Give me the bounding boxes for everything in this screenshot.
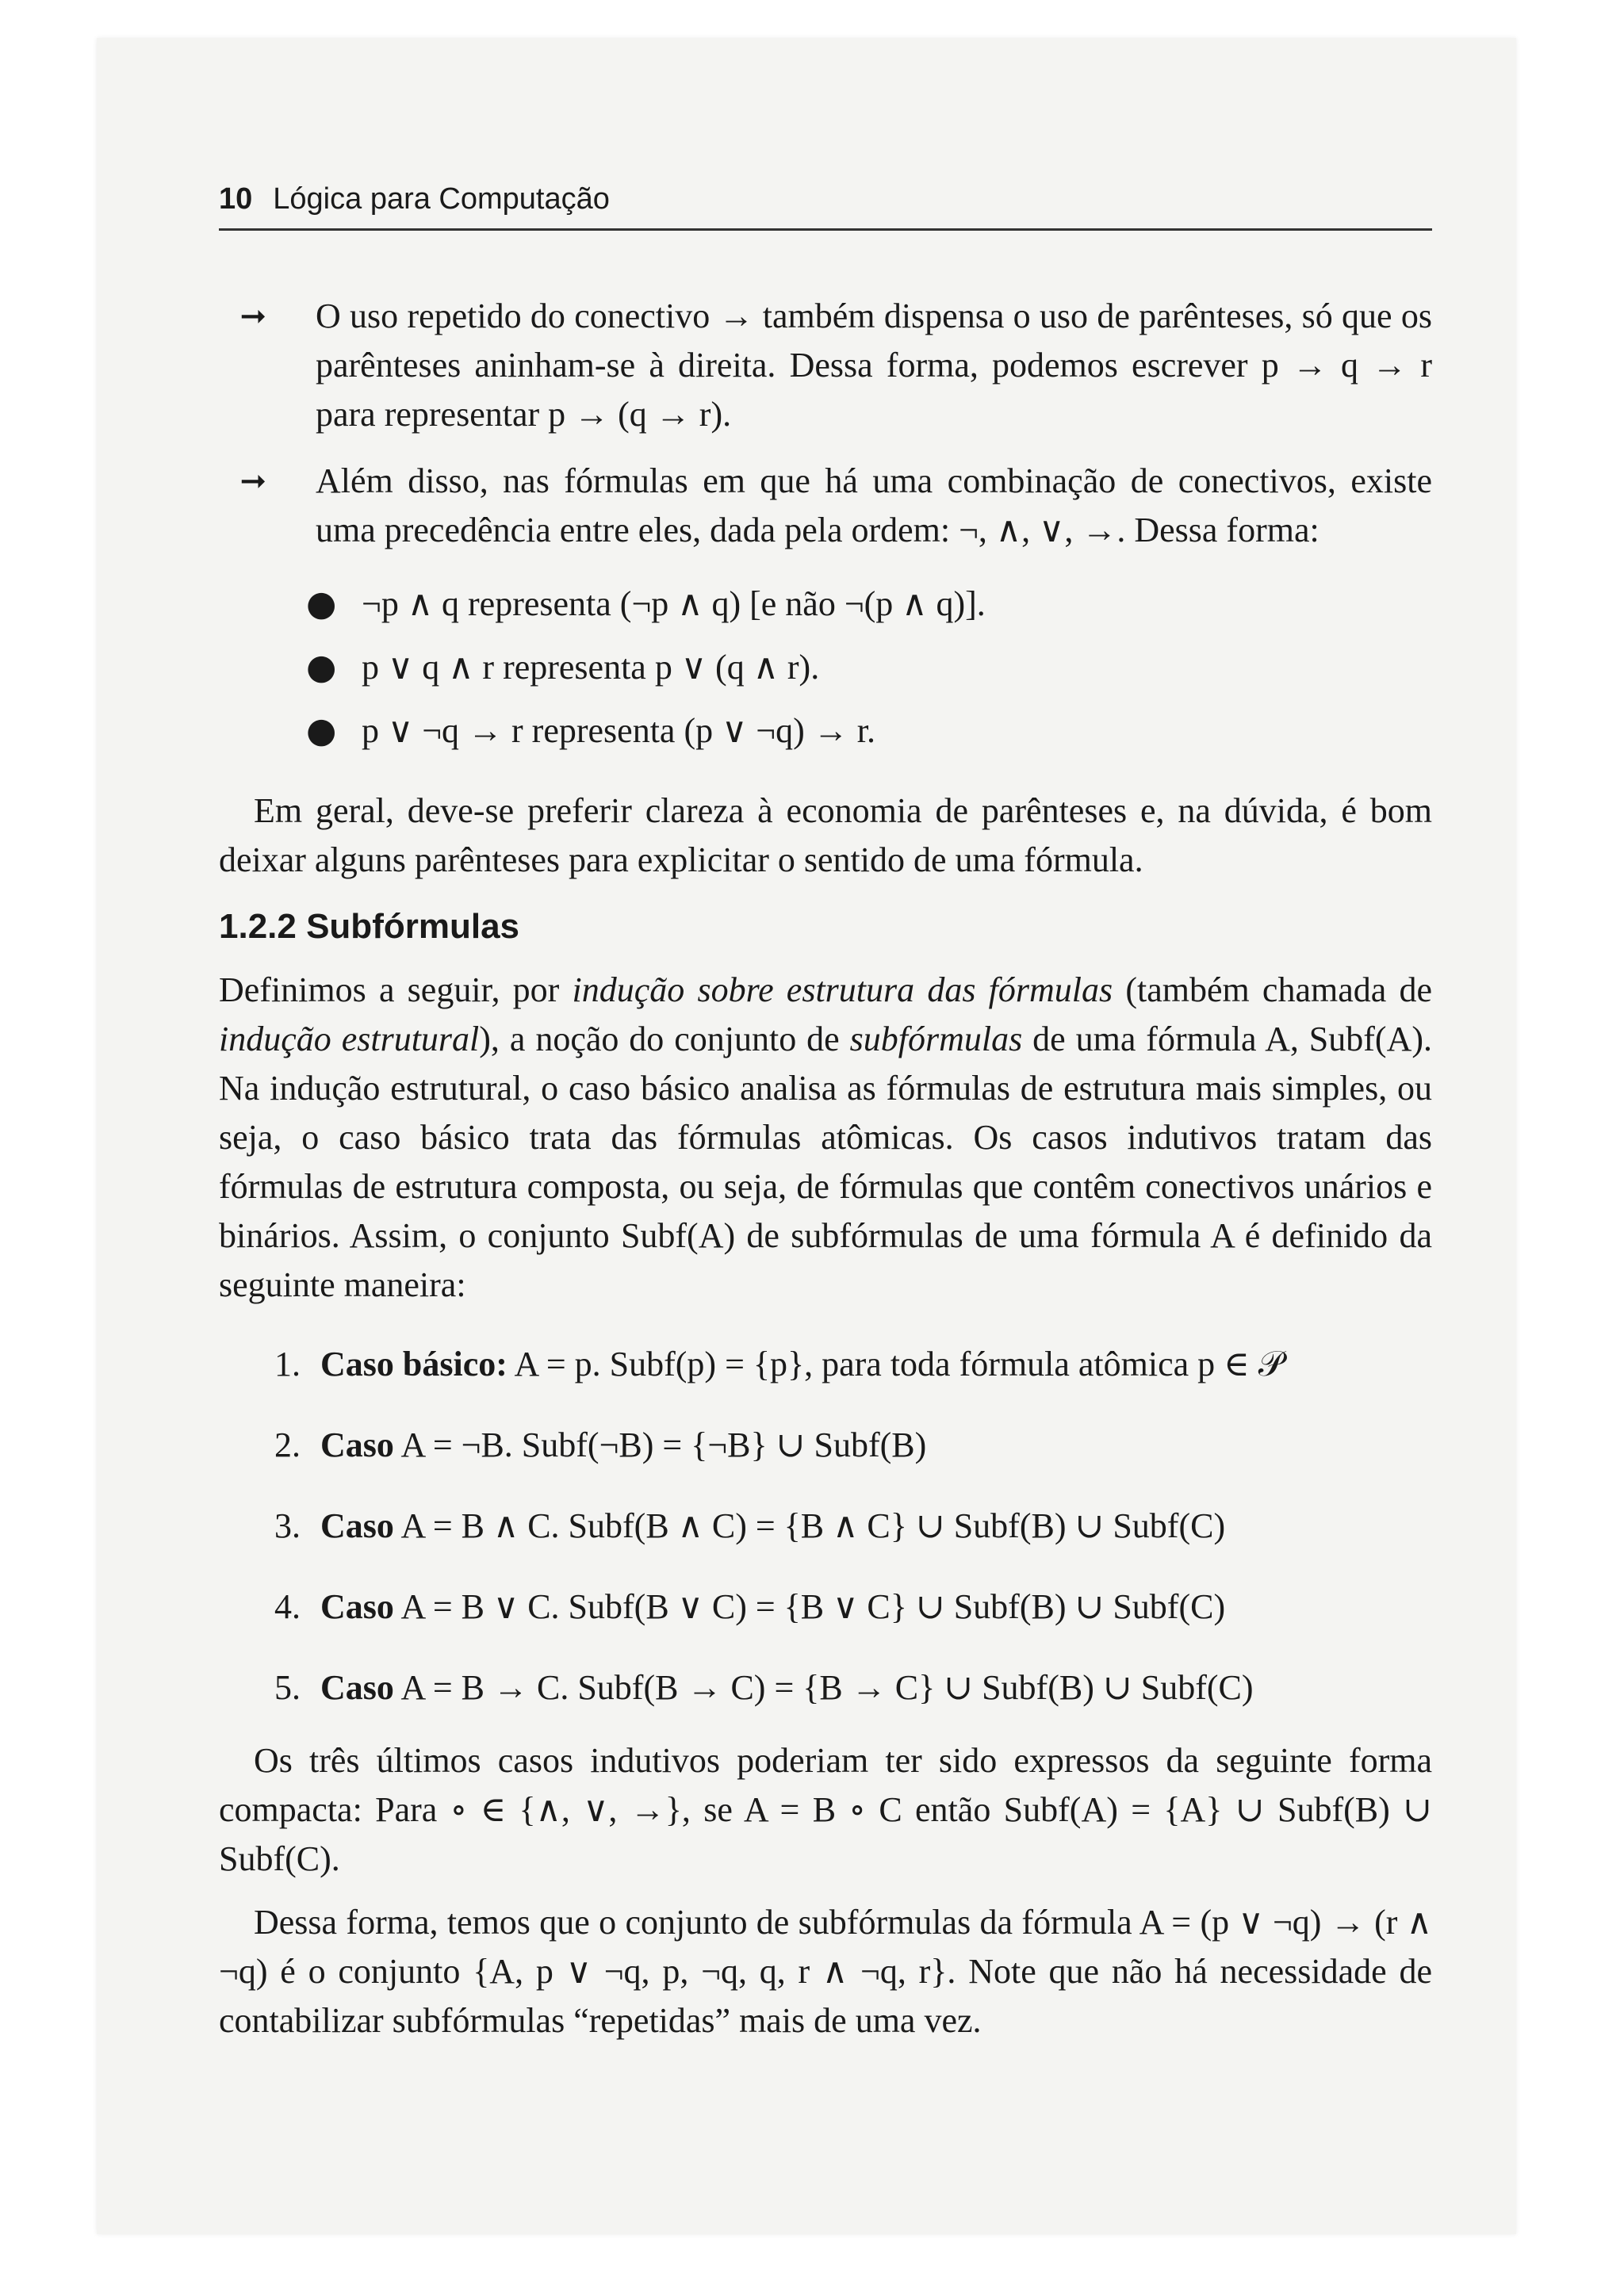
- definition-term: indução sobre estrutura das fórmulas: [572, 970, 1113, 1009]
- case-number: 4.: [274, 1587, 301, 1626]
- case-text: A = B ∨ C. Subf(B ∨ C) = {B ∨ C} ∪ Subf(B) ∪ Subf(C): [393, 1587, 1226, 1626]
- paragraph-compact: Os três últimos casos indutivos poderiam ter sido expressos da seguinte forma compacta: Para ∘ ∈ {∧, ∨, →}, se A = B ∘ C então Subf(A) = {A} ∪ Subf(B) ∪ Subf(C).: [219, 1741, 1432, 1878]
- bullet-dot-icon: ●: [306, 647, 337, 687]
- paragraph-general: Em geral, deve-se preferir clareza à economia de parênteses e, na dúvida, é bom deixar alguns parênteses para explicitar o sentido de uma fórmula.: [219, 791, 1432, 879]
- paragraph-definition: [219, 966, 1432, 1310]
- case-number: 5.: [274, 1668, 301, 1707]
- case-text: A = p. Subf(p) = {p}, para toda fórmula atômica p ∈ 𝒫: [507, 1345, 1284, 1383]
- running-header: [219, 181, 1432, 231]
- bullet-dot-icon: ●: [306, 584, 337, 624]
- bullet-dot-icon: ●: [306, 710, 337, 751]
- bullet-text: p ∨ q ∧ r representa p ∨ (q ∧ r).: [362, 648, 820, 687]
- definition-text: de uma fórmula A, Subf(A). Na indução estrutural, o caso básico analisa as fórmulas de estrutura mais simples, ou seja, o caso básico trata das fórmulas atômicas. Os casos indutivos tratam das fórmulas de estrutura composta, ou seja, de fórmulas que contêm conectivos unários e binários. Assim, o conjunto Subf(A) de subfórmulas de uma fórmula A é definido da seguinte maneira:: [219, 1020, 1433, 1304]
- section-heading: 1.2.2 Subfórmulas: [219, 907, 520, 946]
- definition-text: ), a noção do conjunto de: [479, 1020, 850, 1058]
- right-arrow-icon: ➞: [239, 298, 266, 335]
- precedence-examples: [219, 572, 1432, 763]
- definition-term: subfórmulas: [849, 1020, 1023, 1058]
- list-item: [274, 1486, 1432, 1567]
- list-item: [306, 636, 1432, 699]
- case-text: A = ¬B. Subf(¬B) = {¬B} ∪ Subf(B): [393, 1425, 927, 1464]
- definition-text: (também chamada de: [1113, 970, 1432, 1009]
- case-number: 1.: [274, 1345, 301, 1383]
- arrow-item-text: Além disso, nas fórmulas em que há uma combinação de conectivos, existe uma precedência entre eles, dada pela ordem: ¬, ∧, ∨, →. Dessa forma:: [316, 461, 1432, 549]
- case-label: Caso: [320, 1425, 394, 1464]
- right-arrow-icon: ➞: [239, 463, 266, 499]
- arrow-item-text: O uso repetido do conectivo → também dispensa o uso de parênteses, só que os parênteses aninham-se à direita. Dessa forma, podemos escrever p → q → r para representar p → (q → r).: [316, 297, 1432, 434]
- page-content: [219, 292, 1432, 2060]
- list-item: [274, 1567, 1432, 1647]
- case-label: Caso: [320, 1587, 394, 1626]
- case-text: A = B → C. Subf(B → C) = {B → C} ∪ Subf(B) ∪ Subf(C): [393, 1668, 1254, 1707]
- paragraph-example: Dessa forma, temos que o conjunto de subfórmulas da fórmula A = (p ∨ ¬q) → (r ∧ ¬q) é o conjunto {A, p ∨ ¬q, p, ¬q, q, r ∧ ¬q, r}. Note que não há necessidade de contabilizar subfórmulas “repetidas” mais de uma vez.: [219, 1903, 1432, 2040]
- subformula-cases: [219, 1324, 1432, 1728]
- case-label: Caso básico:: [320, 1345, 508, 1383]
- case-number: 3.: [274, 1506, 301, 1545]
- list-item: [274, 1405, 1432, 1486]
- case-text: A = B ∧ C. Subf(B ∧ C) = {B ∧ C} ∪ Subf(B) ∪ Subf(C): [393, 1506, 1226, 1545]
- arrow-list-item: [219, 457, 1432, 555]
- page-number: 10: [219, 182, 253, 216]
- list-item: [274, 1324, 1432, 1405]
- case-label: Caso: [320, 1506, 394, 1545]
- bullet-text: p ∨ ¬q → r representa (p ∨ ¬q) → r.: [362, 711, 875, 750]
- list-item: [306, 699, 1432, 763]
- list-item: [306, 572, 1432, 636]
- bullet-text: ¬p ∧ q representa (¬p ∧ q) [e não ¬(p ∧ q)].: [362, 584, 986, 623]
- arrow-list-item: [219, 292, 1432, 439]
- case-number: 2.: [274, 1425, 301, 1464]
- list-item: [274, 1647, 1432, 1728]
- definition-text: Definimos a seguir, por: [219, 970, 573, 1009]
- case-label: Caso: [320, 1668, 394, 1707]
- definition-term: indução estrutural: [219, 1020, 480, 1058]
- book-title: Lógica para Computação: [273, 182, 610, 216]
